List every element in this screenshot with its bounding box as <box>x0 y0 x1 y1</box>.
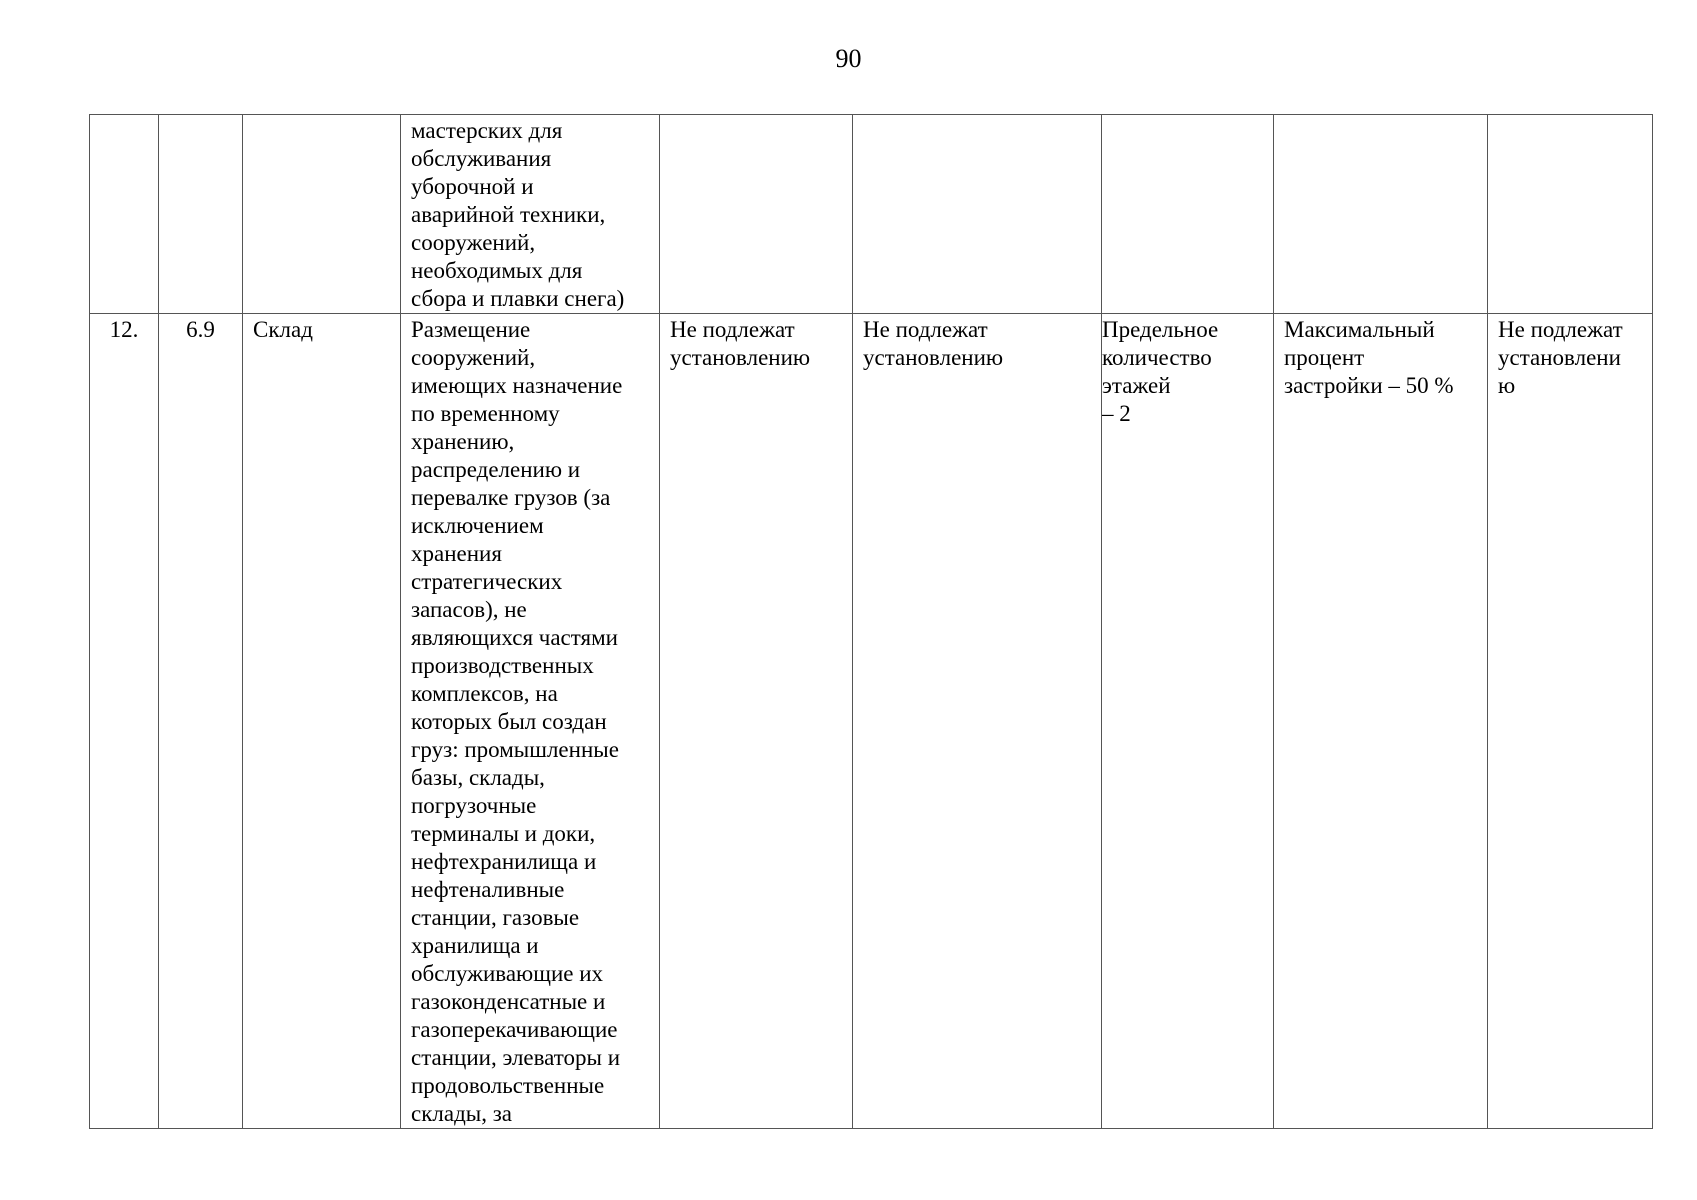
name-cell <box>243 115 401 314</box>
parameter-cell: Не подлежат установлению <box>660 314 853 1129</box>
page-number: 90 <box>835 44 862 73</box>
parameter-cell <box>660 115 853 314</box>
parameter-cell <box>853 115 1102 314</box>
row-number-cell <box>90 115 159 314</box>
code-cell: 6.9 <box>159 314 243 1129</box>
floors-cell <box>1102 115 1274 314</box>
parameter-cell: Не подлежат установлени ю <box>1488 314 1653 1129</box>
table-row <box>90 314 1653 1129</box>
table-row <box>90 115 1653 314</box>
parameter-cell <box>1488 115 1653 314</box>
floors-cell: Предельное количество этажей – 2 <box>1102 314 1274 1129</box>
row-number-cell: 12. <box>90 314 159 1129</box>
description-cell: мастерских для обслуживания уборочной и аварийной техники, сооружений, необходимых для сбора и плавки снега) <box>401 115 660 314</box>
code-cell <box>159 115 243 314</box>
description-cell: Размещение сооружений, имеющих назначение по временному хранению, распределению и перевалке грузов (за исключением хранения стратегических запасов), не являющихся частями производственных комплексов, на которых был создан груз: промышленные базы, склады, погрузочные терминалы и доки, нефтехранилища и нефтеналивные станции, газовые хранилища и обслуживающие их газоконденсатные и газоперекачивающие станции, элеваторы и продовольственные склады, за <box>401 314 660 1129</box>
coverage-cell <box>1274 115 1488 314</box>
zoning-table <box>89 114 1653 1129</box>
name-cell: Склад <box>243 314 401 1129</box>
coverage-cell: Максимальный процент застройки – 50 % <box>1274 314 1488 1129</box>
parameter-cell: Не подлежат установлению <box>853 314 1102 1129</box>
